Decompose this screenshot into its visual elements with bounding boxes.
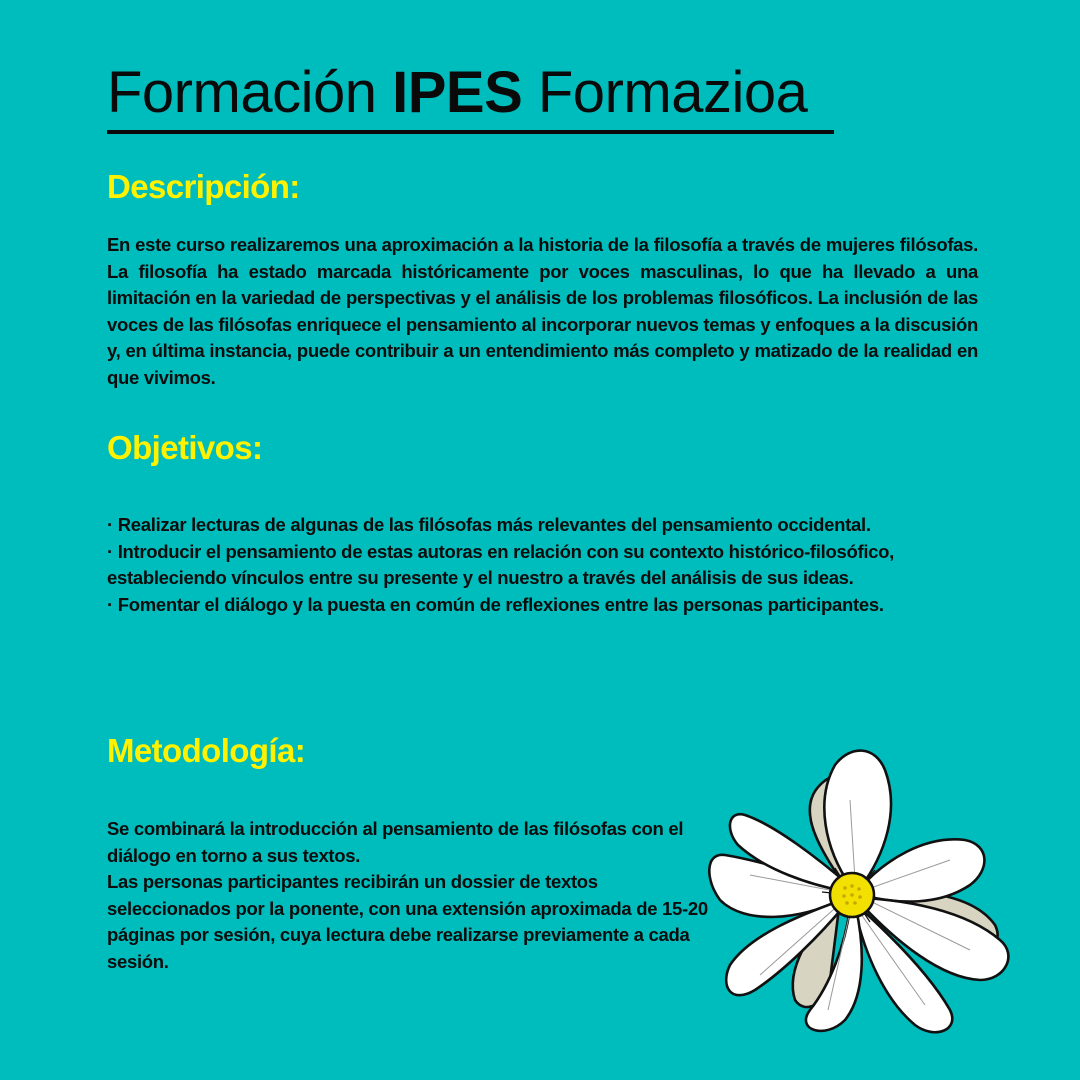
objetivo-item: · Introducir el pensamiento de estas autoras en relación con su contexto histórico-filosófico, estableciendo vínculos entre su presente y el nuestro a través del análisis de sus ideas. <box>107 540 894 588</box>
title-part-ipes: IPES <box>392 60 523 125</box>
title-part-formazioa: Formazioa <box>522 60 808 125</box>
descripcion-heading: Descripción: <box>107 168 300 205</box>
metodologia-paragraph: Se combinará la introducción al pensamiento de las filósofas con el diálogo en torno a sus textos. <box>107 818 684 866</box>
metodologia-text <box>107 816 717 975</box>
metodologia-heading: Metodología: <box>107 732 306 769</box>
objetivo-item: · Fomentar el diálogo y la puesta en común de reflexiones entre las personas participantes. <box>107 593 884 615</box>
magnolia-flower-icon <box>700 740 1030 1040</box>
page-title <box>107 60 807 126</box>
title-underline <box>107 130 834 134</box>
descripcion-text: En este curso realizaremos una aproximación a la historia de la filosofía a través de mujeres filósofas. La filosofía ha estado marcada históricamente por voces masculinas, lo que ha llevado a una limitación en la variedad de perspectivas y el análisis de los problemas filosóficos. La inclusión de las voces de las filósofas enriquece el pensamiento al incorporar nuevos temas y enfoques a la discusión y, en última instancia, puede contribuir a un entendimiento más completo y matizado de la realidad en que vivimos. <box>107 234 978 388</box>
objetivo-item: · Realizar lecturas de algunas de las filósofas más relevantes del pensamiento occidental. <box>107 514 871 535</box>
objetivos-heading: Objetivos: <box>107 429 263 466</box>
metodologia-paragraph: Las personas participantes recibirán un dossier de textos seleccionados por la ponente, con una extensión aproximada de 15-20 páginas por sesión, cuya lectura debe realizarse previamente a cada sesión. <box>107 871 708 972</box>
objetivos-list <box>107 512 977 618</box>
title-part-formacion: Formación <box>107 60 393 125</box>
